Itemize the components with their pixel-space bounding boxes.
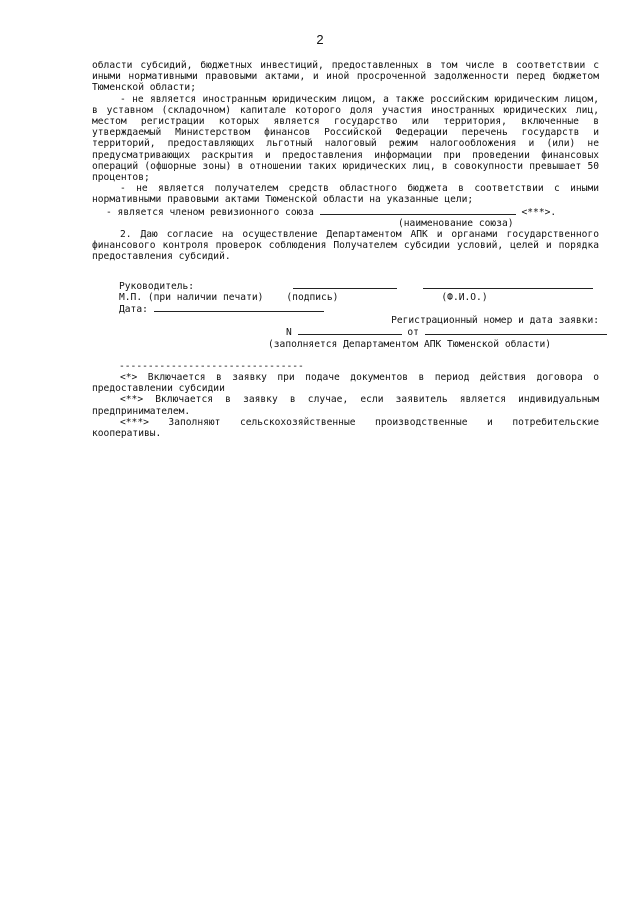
head-label: Руководитель: [119,280,195,292]
seal-label: М.П. (при наличии печати) [119,291,264,303]
footnote-3: <***> Заполняют сельскохозяйственные производственные и потребительские кооперативы. [92,416,599,440]
audit-union-field[interactable] [320,206,516,215]
signature-caption: (подпись) [286,291,339,303]
audit-union-suffix: <***>. [515,206,557,218]
head-line [92,280,599,292]
registration-number-field[interactable] [298,326,402,335]
paragraph-consent: 2. Даю согласие на осуществление Департаментом АПК и органами государственного финансового контроля проверок соблюдения Получателем субсидии условий, целей и порядка предоставления субсидий. [92,229,599,263]
registration-title: Регистрационный номер и дата заявки: [391,315,599,327]
full-name-field[interactable] [423,280,593,289]
date-field[interactable] [154,303,324,312]
signature-field[interactable] [293,280,397,289]
audit-union-prefix: - является членом ревизионного союза [106,206,320,218]
registration-line [92,326,599,338]
footnote-2: <**> Включается в заявку в случае, если заявитель является индивидуальным предпринимателем. [92,394,599,417]
registration-caption: (заполняется Департаментом АПК Тюменской области) [268,338,552,350]
seal-line [92,292,599,303]
paragraph-subsidy-debt: области субсидий, бюджетных инвестиций, предоставленных в том числе в соответствии с иными нормативными правовыми актами, и иной просроченной задолженности перед бюджетом Тюменской области; [92,60,599,94]
document-body [92,60,599,439]
registration-from-label: от [401,327,425,339]
footnote-separator: -------------------------------- [119,360,304,372]
full-name-caption: (Ф.И.О.) [441,291,488,303]
registration-date-field[interactable] [425,326,607,335]
audit-union-caption: (наименование союза) [398,217,514,229]
registration-number-prefix: N [286,327,298,339]
paragraph-audit-union [92,206,599,218]
footnote-1: <*> Включается в заявку при подаче документов в период действия договора о предоставлении субсидии [92,372,599,395]
paragraph-foreign-entity: - не является иностранным юридическим лицом, а также российским юридическим лицом, в уставном (складочном) капитале которого доля участия иностранных юридических лиц, местом регистрации которых является государство или территория, включенные в утверждаемый Министерством финансов Российской Федерации перечень государств и территорий, предоставляющих льготный налоговый режим налогообложения и (или) не предусматривающих раскрытия и предоставления информации при проведении финансовых операций (офшорные зоны) в отношении таких юридических лиц, в совокупности превышает 50 процентов; [92,93,599,184]
date-line [92,303,599,315]
page-number: 2 [316,32,324,47]
paragraph-regional-budget: - не является получателем средств областного бюджета в соответствии с иными нормативными правовыми актами Тюменской области на указанные цели; [92,183,599,206]
date-label: Дата: [119,304,154,316]
